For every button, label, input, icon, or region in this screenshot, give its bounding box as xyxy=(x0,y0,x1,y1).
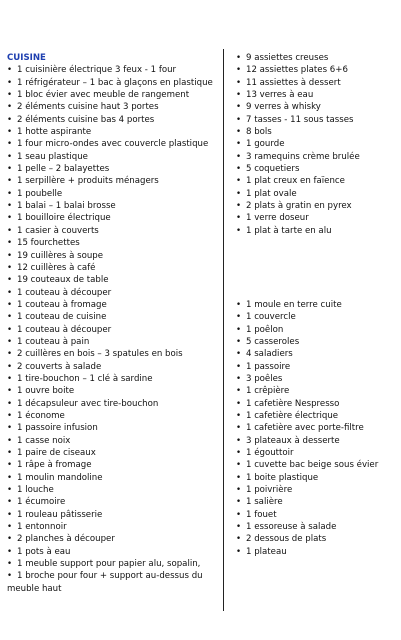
list-item xyxy=(236,447,398,459)
list-item xyxy=(236,200,398,212)
list-item xyxy=(7,484,219,496)
bullet-icon: • xyxy=(7,77,13,88)
list-item-text: 1 cafetière Nespresso xyxy=(246,398,340,409)
list-item xyxy=(7,287,219,299)
bullet-icon: • xyxy=(236,435,242,446)
section-title: CUISINE xyxy=(7,53,46,63)
bullet-icon: • xyxy=(7,410,13,421)
list-item xyxy=(7,250,219,262)
bullet-icon: • xyxy=(236,324,242,335)
list-item-text: 1 moulin mandoline xyxy=(17,472,103,483)
list-item-text: 1 plat à tarte en alu xyxy=(246,225,332,236)
list-item xyxy=(7,101,219,113)
list-item xyxy=(236,373,398,385)
column-divider xyxy=(223,49,224,611)
list-item-text: 12 assiettes plates 6+6 xyxy=(246,65,348,76)
list-item-text: 1 plat ovale xyxy=(246,188,297,199)
list-item-text: 1 crêpière xyxy=(246,386,290,397)
list-item-text: 1 cafetière électrique xyxy=(246,410,339,421)
list-item-text: 1 passoire infusion xyxy=(17,423,98,434)
list-item xyxy=(236,410,398,422)
list-item-text: 3 ramequins crème brulée xyxy=(246,151,360,162)
bullet-icon: • xyxy=(7,139,13,150)
bullet-icon: • xyxy=(7,225,13,236)
list-item-text: 1 entonnoir xyxy=(17,522,67,533)
bullet-icon: • xyxy=(7,262,13,273)
bullet-icon: • xyxy=(236,361,242,372)
list-item xyxy=(236,151,398,163)
spacer xyxy=(236,237,398,249)
list-item xyxy=(7,175,219,187)
spacer xyxy=(236,274,398,286)
list-item-text: 1 écumoire xyxy=(17,497,66,508)
list-item-text: 13 verres à eau xyxy=(246,90,314,101)
list-item xyxy=(7,533,219,545)
list-item-text: 5 coquetiers xyxy=(246,164,300,175)
list-item-text: 19 couteaux de table xyxy=(17,275,109,286)
list-item xyxy=(7,151,219,163)
bullet-icon: • xyxy=(7,509,13,520)
list-item xyxy=(7,472,219,484)
list-item-text: 1 serpillère + produits ménagers xyxy=(17,176,159,187)
list-item-text: 1 verre doseur xyxy=(246,213,309,224)
list-item-text: 15 fourchettes xyxy=(17,238,80,249)
right-item-list-tableware xyxy=(236,52,398,237)
bullet-icon: • xyxy=(236,225,242,236)
list-item xyxy=(7,546,219,558)
list-item xyxy=(7,496,219,508)
bullet-icon: • xyxy=(236,151,242,162)
list-item xyxy=(236,225,398,237)
list-item-text: 1 rouleau pâtisserie xyxy=(17,509,103,520)
bullet-icon: • xyxy=(7,386,13,397)
list-item xyxy=(7,188,219,200)
bullet-icon: • xyxy=(7,373,13,384)
bullet-icon: • xyxy=(7,435,13,446)
list-item-text: 9 assiettes creuses xyxy=(246,53,329,63)
list-item-text: 1 passoire xyxy=(246,361,291,372)
bullet-icon: • xyxy=(236,373,242,384)
bullet-icon: • xyxy=(236,509,242,520)
bullet-icon: • xyxy=(7,472,13,483)
list-item xyxy=(236,546,398,558)
list-item-text: 1 ouvre boite xyxy=(17,386,75,397)
list-item xyxy=(236,533,398,545)
list-item-text: 3 plateaux à desserte xyxy=(246,435,340,446)
bullet-icon: • xyxy=(7,188,13,199)
bullet-icon: • xyxy=(236,164,242,175)
bullet-icon: • xyxy=(236,77,242,88)
bullet-icon: • xyxy=(7,324,13,335)
list-item-text: 1 balai – 1 balai brosse xyxy=(17,201,116,212)
list-item-text: 1 moule en terre cuite xyxy=(246,299,342,310)
list-item xyxy=(7,324,219,336)
bullet-icon: • xyxy=(236,299,242,310)
list-item-text: 1 seau plastique xyxy=(17,151,88,162)
list-item-text: 1 casse noix xyxy=(17,435,71,446)
list-item-text: 1 poubelle xyxy=(17,188,63,199)
bullet-icon: • xyxy=(7,485,13,496)
bullet-icon: • xyxy=(7,522,13,533)
bullet-icon: • xyxy=(236,176,242,187)
list-item xyxy=(236,188,398,200)
list-item xyxy=(7,77,219,89)
list-item-text: 2 éléments cuisine bas 4 portes xyxy=(17,114,155,125)
list-item xyxy=(236,521,398,533)
list-item-text: 19 cuillères à soupe xyxy=(17,250,104,261)
bullet-icon: • xyxy=(7,90,13,101)
bullet-icon: • xyxy=(236,410,242,421)
list-item-text: 1 plat creux en faïence xyxy=(246,176,345,187)
bullet-icon: • xyxy=(236,312,242,323)
list-item xyxy=(7,237,219,249)
bullet-icon: • xyxy=(236,472,242,483)
bullet-icon: • xyxy=(236,90,242,101)
list-item xyxy=(7,212,219,224)
bullet-icon: • xyxy=(7,287,13,298)
bullet-icon: • xyxy=(7,312,13,323)
bullet-icon: • xyxy=(236,139,242,150)
bullet-icon: • xyxy=(7,448,13,458)
list-item xyxy=(7,521,219,533)
list-item xyxy=(236,484,398,496)
bullet-icon: • xyxy=(236,460,242,471)
bullet-icon: • xyxy=(7,546,13,557)
bullet-icon: • xyxy=(7,460,13,471)
list-item xyxy=(236,299,398,311)
bullet-icon: • xyxy=(236,534,242,545)
list-item xyxy=(236,138,398,150)
list-item xyxy=(7,138,219,150)
bullet-icon: • xyxy=(7,423,13,434)
list-item xyxy=(7,299,219,311)
bullet-icon: • xyxy=(7,336,13,347)
bullet-icon: • xyxy=(236,448,242,458)
list-item-text: 1 bouilloire électrique xyxy=(17,213,111,224)
list-item xyxy=(7,410,219,422)
list-item xyxy=(7,385,219,397)
list-item-text: 8 bols xyxy=(246,127,272,138)
list-item xyxy=(7,64,219,76)
list-item xyxy=(236,126,398,138)
list-item xyxy=(7,361,219,373)
list-item-text: 1 égouttoir xyxy=(246,448,294,458)
bullet-icon: • xyxy=(7,238,13,249)
list-item xyxy=(236,336,398,348)
list-item xyxy=(236,348,398,360)
list-item xyxy=(236,435,398,447)
list-item xyxy=(236,64,398,76)
left-item-list xyxy=(7,64,219,595)
list-item xyxy=(236,509,398,521)
bullet-icon: • xyxy=(7,201,13,212)
list-item-text: 1 couteau à fromage xyxy=(17,299,107,310)
list-item-text: 1 cuvette bac beige sous évier xyxy=(246,460,379,471)
bullet-icon: • xyxy=(7,349,13,360)
list-item xyxy=(7,570,212,595)
list-item xyxy=(7,398,219,410)
bullet-icon: • xyxy=(7,151,13,162)
list-item-text: 11 assiettes à dessert xyxy=(246,77,341,88)
list-item-text: 1 salière xyxy=(246,497,283,508)
bullet-icon: • xyxy=(236,188,242,199)
list-item xyxy=(7,459,219,471)
list-item-text: 1 économe xyxy=(17,410,65,421)
bullet-icon: • xyxy=(236,546,242,557)
list-item-text: 1 couvercle xyxy=(246,312,296,323)
list-item xyxy=(7,447,219,459)
list-item xyxy=(7,336,219,348)
list-item xyxy=(236,422,398,434)
list-item-text: 1 couteau de cuisine xyxy=(17,312,107,323)
list-item xyxy=(236,175,398,187)
list-item xyxy=(236,52,398,64)
bullet-icon: • xyxy=(236,485,242,496)
bullet-icon: • xyxy=(236,65,242,76)
list-item-text: 1 plateau xyxy=(246,546,287,557)
list-item-text: 1 essoreuse à salade xyxy=(246,522,337,533)
list-item xyxy=(7,558,219,570)
list-item xyxy=(7,262,219,274)
list-item xyxy=(236,496,398,508)
list-item-text: 5 casseroles xyxy=(246,336,300,347)
list-item-text: 1 couteau à pain xyxy=(17,336,90,347)
list-item xyxy=(7,89,219,101)
list-item xyxy=(236,459,398,471)
list-item-text: 1 pelle – 2 balayettes xyxy=(17,164,110,175)
list-item-text: 2 planches à découper xyxy=(17,534,115,545)
list-item-text: 1 réfrigérateur – 1 bac à glaçons en plastique xyxy=(17,77,213,88)
list-item-text: 4 saladiers xyxy=(246,349,293,360)
list-item-text: 2 plats à gratin en pyrex xyxy=(246,201,352,212)
list-item xyxy=(236,472,398,484)
bullet-icon: • xyxy=(7,299,13,310)
list-item-text: 1 hotte aspirante xyxy=(17,127,92,138)
list-item xyxy=(7,509,219,521)
bullet-icon: • xyxy=(236,423,242,434)
bullet-icon: • xyxy=(236,201,242,212)
list-item xyxy=(236,114,398,126)
list-item-text: 1 couteau à découper xyxy=(17,287,112,298)
bullet-icon: • xyxy=(7,497,13,508)
bullet-icon: • xyxy=(7,176,13,187)
bullet-icon: • xyxy=(7,398,13,409)
list-item-text: 9 verres à whisky xyxy=(246,102,321,113)
bullet-icon: • xyxy=(236,522,242,533)
list-item-text: 1 râpe à fromage xyxy=(17,460,92,471)
list-item-text: 1 couteau à découper xyxy=(17,324,112,335)
list-item-text: 1 bloc évier avec meuble de rangement xyxy=(17,90,190,101)
bullet-icon: • xyxy=(236,497,242,508)
bullet-icon: • xyxy=(236,349,242,360)
list-item-text: 1 tire-bouchon – 1 clé à sardine xyxy=(17,373,153,384)
bullet-icon: • xyxy=(236,213,242,224)
bullet-icon: • xyxy=(236,53,242,63)
spacer xyxy=(236,262,398,274)
list-item xyxy=(7,126,219,138)
list-item-text: 1 meuble support pour papier alu, sopalin, xyxy=(17,559,201,570)
list-item xyxy=(236,361,398,373)
right-column xyxy=(236,52,398,558)
spacer xyxy=(236,287,398,299)
bullet-icon: • xyxy=(236,102,242,113)
right-item-list-cookware xyxy=(236,299,398,558)
list-item xyxy=(7,163,219,175)
list-item-text: 1 boite plastique xyxy=(246,472,319,483)
list-item-text: 1 cuisinière électrique 3 feux - 1 four xyxy=(17,65,177,76)
list-item xyxy=(236,101,398,113)
list-item-text: 1 cafetière avec porte-filtre xyxy=(246,423,364,434)
list-item xyxy=(236,385,398,397)
bullet-icon: • xyxy=(236,336,242,347)
list-item-text: 1 fouet xyxy=(246,509,277,520)
spacer xyxy=(236,250,398,262)
bullet-icon: • xyxy=(236,127,242,138)
left-column xyxy=(7,52,219,595)
list-item-text: 7 tasses - 11 sous tasses xyxy=(246,114,354,125)
list-item-text: 1 pots à eau xyxy=(17,546,71,557)
list-item xyxy=(7,373,219,385)
list-item-text: 1 louche xyxy=(17,485,54,496)
list-item xyxy=(7,348,219,360)
list-item-text: 1 broche pour four + support au-dessus du meuble haut xyxy=(7,571,203,594)
list-item-text: 1 paire de ciseaux xyxy=(17,448,96,458)
bullet-icon: • xyxy=(7,164,13,175)
list-item-text: 1 four micro-ondes avec couvercle plastique xyxy=(17,139,209,150)
bullet-icon: • xyxy=(7,102,13,113)
list-item-text: 1 casier à couverts xyxy=(17,225,99,236)
bullet-icon: • xyxy=(7,250,13,261)
bullet-icon: • xyxy=(236,386,242,397)
list-item xyxy=(236,163,398,175)
list-item-text: 3 poêles xyxy=(246,373,283,384)
list-item-text: 1 poêlon xyxy=(246,324,284,335)
list-item xyxy=(7,114,219,126)
list-item xyxy=(7,225,219,237)
list-item xyxy=(7,435,219,447)
list-item-text: 12 cuillères à café xyxy=(17,262,96,273)
bullet-icon: • xyxy=(7,114,13,125)
bullet-icon: • xyxy=(7,213,13,224)
list-item xyxy=(236,77,398,89)
list-item-text: 1 gourde xyxy=(246,139,285,150)
list-item xyxy=(7,311,219,323)
list-item xyxy=(236,89,398,101)
bullet-icon: • xyxy=(7,275,13,286)
list-item xyxy=(7,274,219,286)
bullet-icon: • xyxy=(7,559,13,570)
bullet-icon: • xyxy=(7,127,13,138)
bullet-icon: • xyxy=(236,114,242,125)
list-item-text: 1 décapsuleur avec tire-bouchon xyxy=(17,398,159,409)
list-item-text: 2 cuillères en bois – 3 spatules en bois xyxy=(17,349,183,360)
list-item-text: 2 couverts à salade xyxy=(17,361,102,372)
bullet-icon: • xyxy=(7,571,13,582)
list-item-text: 2 dessous de plats xyxy=(246,534,327,545)
list-item xyxy=(7,200,219,212)
list-item-text: 2 éléments cuisine haut 3 portes xyxy=(17,102,159,113)
list-item xyxy=(236,324,398,336)
list-item xyxy=(236,212,398,224)
list-item xyxy=(7,422,219,434)
list-item xyxy=(236,311,398,323)
bullet-icon: • xyxy=(236,398,242,409)
bullet-icon: • xyxy=(7,534,13,545)
bullet-icon: • xyxy=(7,361,13,372)
list-item-text: 1 poivrière xyxy=(246,485,293,496)
list-item xyxy=(236,398,398,410)
bullet-icon: • xyxy=(7,65,13,76)
